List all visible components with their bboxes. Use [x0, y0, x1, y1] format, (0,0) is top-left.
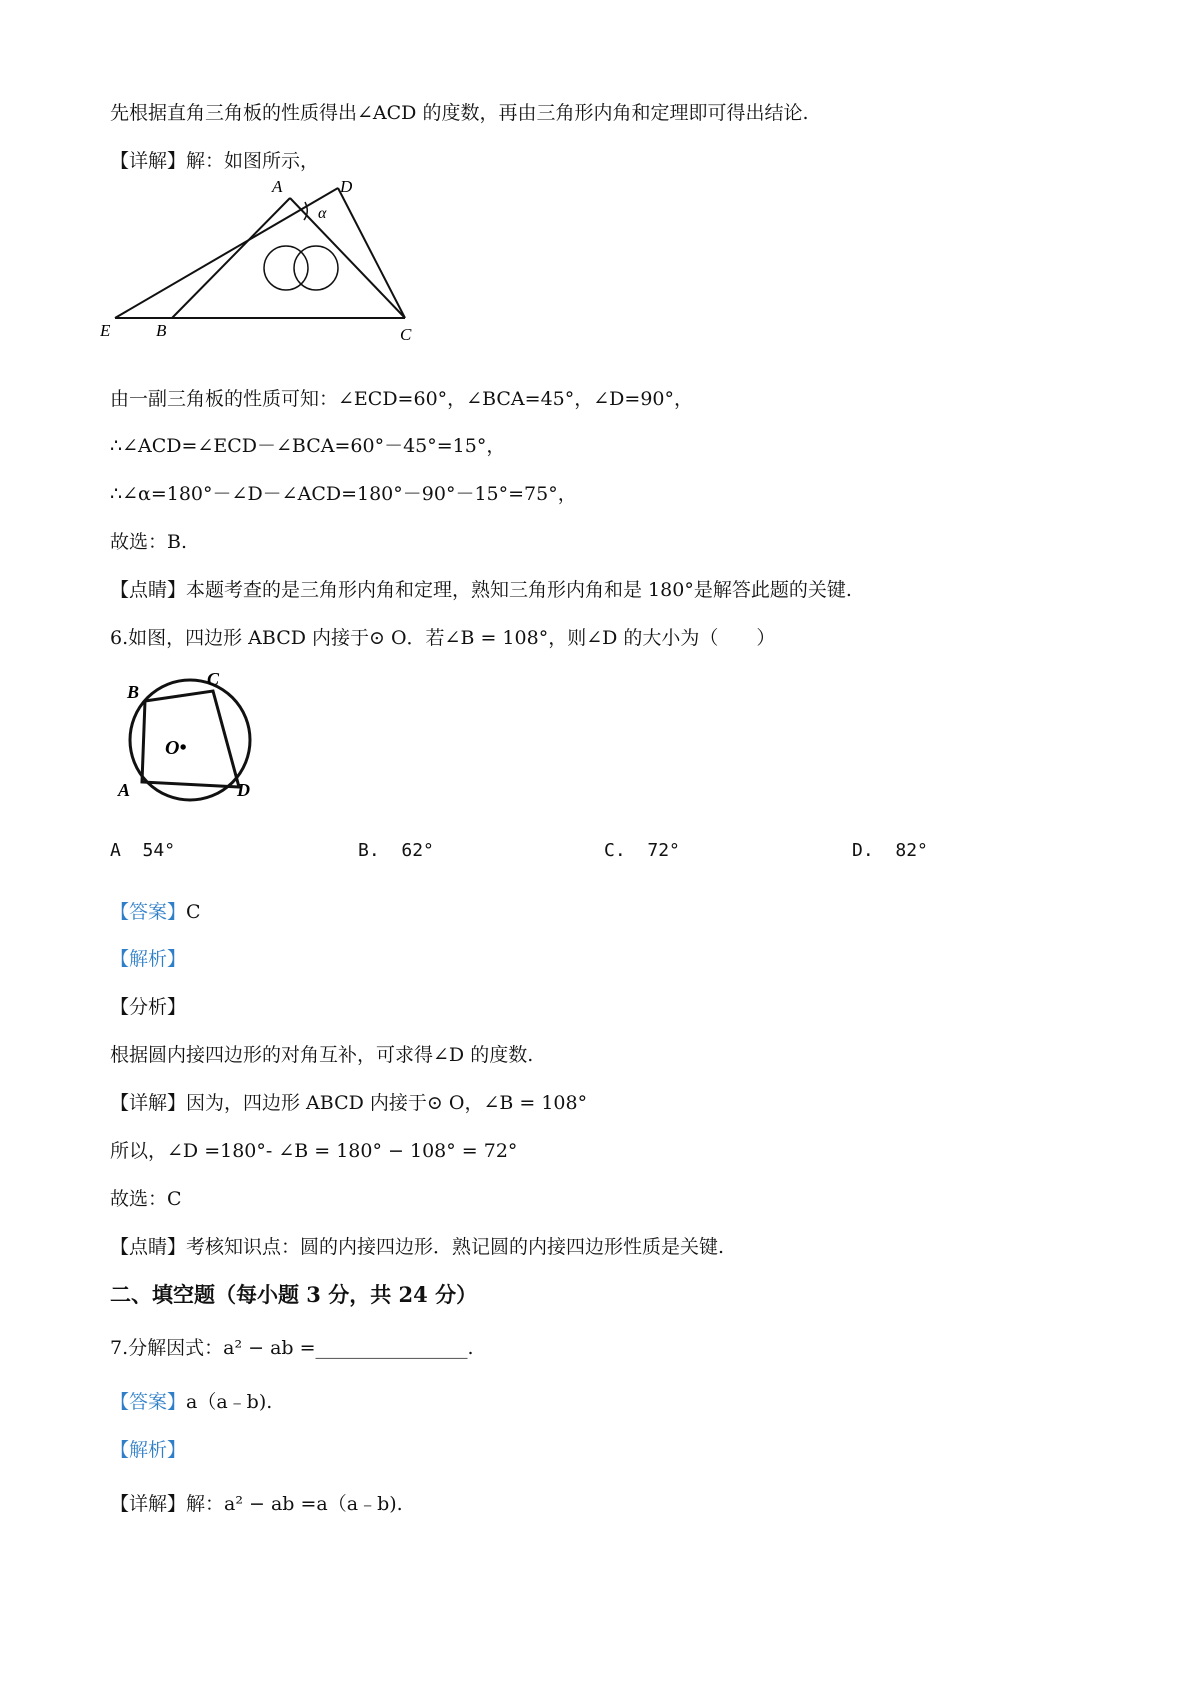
- detail-label: 【详解】: [110, 150, 187, 172]
- option-a: [110, 840, 175, 861]
- q6-fenxi-label: 【分析】: [110, 996, 187, 1018]
- option-letter: C.: [604, 840, 626, 861]
- circle-quad-figure: [115, 668, 275, 808]
- label-b: B: [156, 321, 167, 340]
- option-value: 54°: [142, 840, 176, 861]
- label-a: A: [118, 780, 131, 800]
- q7-answer: [110, 1390, 272, 1414]
- circle-left: [264, 246, 308, 290]
- option-d: [852, 840, 928, 861]
- p5-comment: [110, 578, 852, 602]
- detail-text: 解：a² − ab =a（a﹣b).: [186, 1493, 403, 1515]
- label-c: C: [207, 669, 220, 689]
- q6-answer: [110, 900, 201, 924]
- option-value: 82°: [895, 840, 928, 861]
- q6-detail: [110, 1091, 587, 1115]
- angle-alpha-arc: [304, 202, 307, 220]
- answer-value: C: [186, 901, 201, 923]
- label-o: O•: [165, 737, 187, 759]
- segment-ed: [115, 188, 338, 318]
- answer-label: 【答案】: [110, 901, 187, 923]
- label-d: D: [237, 780, 250, 800]
- option-letter: B.: [358, 840, 380, 861]
- q6-fenxi: 根据圆内接四边形的对角互补，可求得∠D 的度数.: [110, 1044, 534, 1066]
- answer-value: a（a﹣b).: [186, 1391, 273, 1413]
- circle-right: [294, 246, 338, 290]
- q6-comment: [110, 1235, 724, 1259]
- comment-text: 考核知识点：圆的内接四边形．熟记圆的内接四边形性质是关键.: [186, 1236, 725, 1258]
- option-b: [358, 840, 434, 861]
- q6-analysis-label: 【解析】: [110, 948, 187, 970]
- q6-question: 6.如图，四边形 ABCD 内接于⊙ O．若∠B = 108°，则∠D 的大小为（ ）: [110, 627, 776, 649]
- answer-label: 【答案】: [110, 1391, 187, 1413]
- section-title: 二、填空题（每小题 3 分，共 24 分）: [110, 1282, 478, 1307]
- segment-ac: [290, 198, 405, 318]
- detail-label: 【详解】: [110, 1493, 187, 1515]
- option-letter: A: [110, 840, 121, 861]
- quadrilateral-abcd: [142, 691, 239, 787]
- q7-analysis-label: 【解析】: [110, 1439, 187, 1461]
- label-alpha: α: [318, 205, 327, 222]
- p5-step3: ∴∠α=180°－∠D－∠ACD=180°－90°－15°=75°，: [110, 483, 577, 505]
- p5-step2: ∴∠ACD=∠ECD－∠BCA=60°－45°=15°，: [110, 435, 506, 457]
- segment-dc: [338, 188, 405, 318]
- p5-detail: [110, 149, 319, 173]
- q6-choose: 故选：C: [110, 1188, 182, 1210]
- label-c: C: [400, 325, 412, 344]
- comment-text: 本题考查的是三角形内角和定理，熟知三角形内角和是 180°是解答此题的关键.: [186, 579, 852, 601]
- p5-analysis: 先根据直角三角板的性质得出∠ACD 的度数，再由三角形内角和定理即可得出结论.: [110, 102, 809, 124]
- p5-step1: 由一副三角板的性质可知：∠ECD=60°，∠BCA=45°，∠D=90°，: [110, 388, 693, 410]
- label-d: D: [340, 178, 353, 196]
- label-e: E: [100, 321, 111, 340]
- comment-label: 【点睛】: [110, 579, 187, 601]
- option-value: 72°: [647, 840, 680, 861]
- detail-text: 解：如图所示，: [186, 150, 320, 172]
- option-value: 62°: [401, 840, 434, 861]
- p5-choose: 故选：B.: [110, 531, 188, 553]
- triangle-figure: [100, 178, 440, 348]
- detail-label: 【详解】: [110, 1092, 187, 1114]
- q6-so: 所以，∠D =180°- ∠B = 180° − 108° = 72°: [110, 1140, 518, 1162]
- label-b: B: [127, 682, 140, 702]
- label-a: A: [272, 178, 283, 196]
- segment-ba: [172, 198, 290, 318]
- option-letter: D.: [852, 840, 874, 861]
- option-c: [604, 840, 680, 861]
- comment-label: 【点睛】: [110, 1236, 187, 1258]
- q7-question: 7.分解因式：a² − ab =________________.: [110, 1337, 474, 1359]
- detail-text: 因为，四边形 ABCD 内接于⊙ O，∠B = 108°: [186, 1092, 588, 1114]
- q7-detail: [110, 1492, 403, 1516]
